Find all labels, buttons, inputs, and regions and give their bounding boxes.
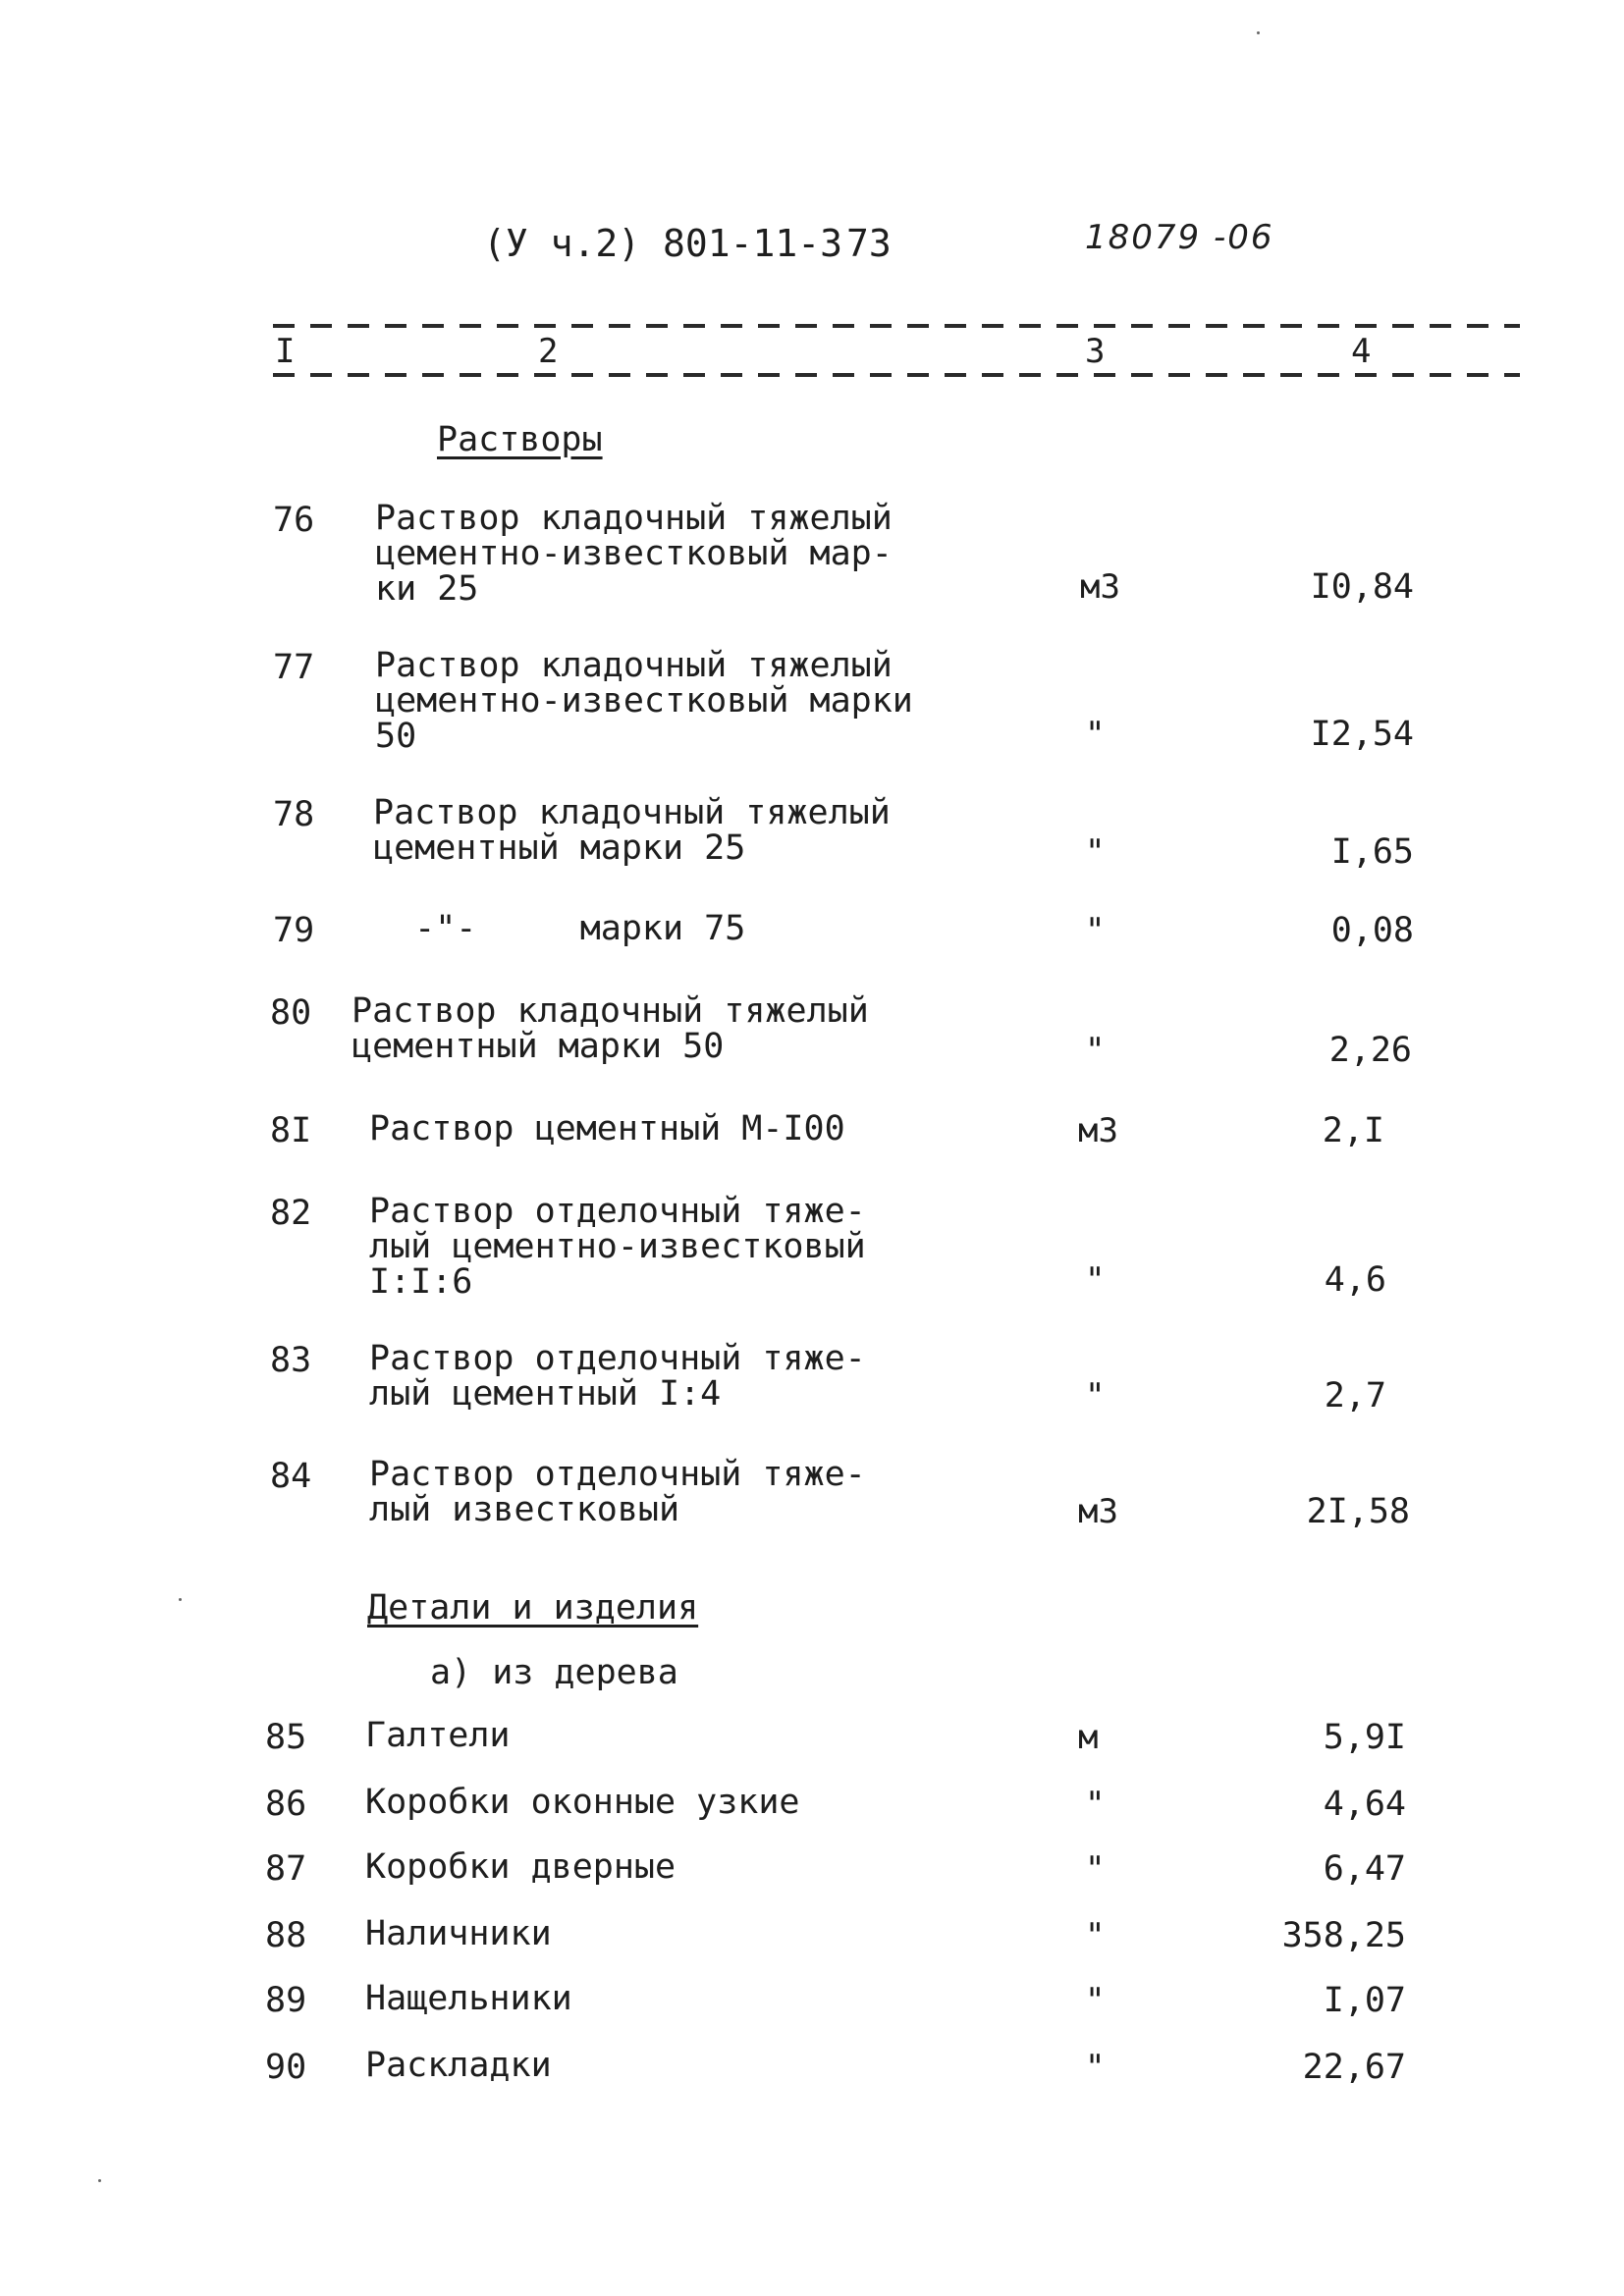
row-value: I2,54 [1310, 715, 1414, 754]
row-unit: " [1085, 1981, 1106, 2020]
row-name: Раствор отделочный тяже- лый известковый [369, 1455, 866, 1529]
row-name: Раствор отделочный тяже- лый цементно-известковый I:I:6 [369, 1192, 866, 1302]
row-unit: " [1085, 2048, 1106, 2087]
row-value: 2,26 [1328, 1031, 1412, 1070]
row-unit: м3 [1078, 1111, 1118, 1150]
row-value: 5,9I [1323, 1718, 1406, 1757]
header-rule-bottom [273, 373, 1520, 377]
row-number: 84 [270, 1457, 312, 1496]
column-header-3: 3 [1085, 332, 1106, 371]
row-value: 2,I [1322, 1111, 1384, 1150]
section-title-parts: Детали и изделия [367, 1588, 699, 1628]
row-value: 0,08 [1330, 911, 1414, 950]
row-number: 86 [265, 1785, 307, 1824]
row-number: 80 [270, 993, 312, 1033]
row-name: Галтели [365, 1716, 511, 1755]
row-name: -"- марки 75 [373, 909, 746, 948]
row-unit: м3 [1078, 1492, 1118, 1531]
row-value: I0,84 [1310, 567, 1414, 607]
row-unit: " [1085, 911, 1106, 950]
row-number: 88 [265, 1916, 307, 1955]
row-name: Коробки оконные узкие [365, 1783, 800, 1822]
header-rule-top [273, 324, 1520, 328]
page-number: 73 [846, 222, 892, 265]
row-value: 4,64 [1323, 1785, 1406, 1824]
row-name: Раствор отделочный тяже- лый цементный I:4 [369, 1339, 866, 1414]
row-unit: м [1078, 1718, 1099, 1757]
row-value: I,07 [1323, 1981, 1406, 2020]
row-unit: " [1085, 1916, 1106, 1955]
column-header-1: I [275, 332, 296, 371]
row-name: Нащельники [365, 1979, 572, 2018]
row-value: 358,25 [1281, 1916, 1406, 1955]
row-name: Раскладки [365, 2046, 552, 2085]
row-value: 6,47 [1323, 1849, 1406, 1889]
row-number: 87 [265, 1849, 307, 1889]
document-reference: (У ч.2) 801-11-3 [483, 222, 843, 265]
row-number: 77 [273, 648, 315, 687]
row-name: Коробки дверные [365, 1847, 677, 1887]
scan-speck [98, 2179, 101, 2182]
row-number: 82 [270, 1194, 312, 1233]
handwritten-number: 18079 -06 [1085, 218, 1274, 257]
row-number: 8I [270, 1111, 312, 1150]
section-title-mortars: Растворы [437, 420, 603, 459]
row-name: Раствор кладочный тяжелый цементный марки 25 [373, 793, 891, 868]
scan-speck [1257, 31, 1260, 34]
row-value: 2I,58 [1306, 1492, 1410, 1531]
scan-speck [179, 1598, 182, 1601]
row-value: 22,67 [1302, 2048, 1406, 2087]
row-unit: " [1085, 1785, 1106, 1824]
row-name: Наличники [365, 1914, 552, 1953]
row-number: 79 [273, 911, 315, 950]
row-number: 89 [265, 1981, 307, 2020]
row-name: Раствор кладочный тяжелый цементный марки 50 [352, 991, 869, 1066]
row-unit: м3 [1080, 567, 1120, 607]
row-value: 4,6 [1324, 1260, 1386, 1300]
row-number: 76 [273, 501, 315, 540]
row-unit: " [1085, 715, 1106, 754]
column-header-2: 2 [538, 332, 559, 371]
row-unit: " [1085, 1031, 1106, 1070]
row-unit: " [1085, 832, 1106, 872]
row-name: Раствор кладочный тяжелый цементно-известковый марки 50 [375, 646, 913, 756]
row-unit: " [1085, 1849, 1106, 1889]
row-number: 83 [270, 1341, 312, 1380]
row-value: I,65 [1330, 832, 1414, 872]
row-number: 90 [265, 2048, 307, 2087]
section-subtitle-wood: а) из дерева [430, 1653, 678, 1692]
row-unit: " [1085, 1260, 1106, 1300]
row-unit: " [1085, 1376, 1106, 1415]
row-value: 2,7 [1324, 1376, 1386, 1415]
row-number: 78 [273, 795, 315, 834]
row-name: Раствор цементный М-I00 [369, 1109, 845, 1148]
column-header-4: 4 [1351, 332, 1372, 371]
row-name: Раствор кладочный тяжелый цементно-известковый мар- ки 25 [375, 499, 893, 609]
row-number: 85 [265, 1718, 307, 1757]
